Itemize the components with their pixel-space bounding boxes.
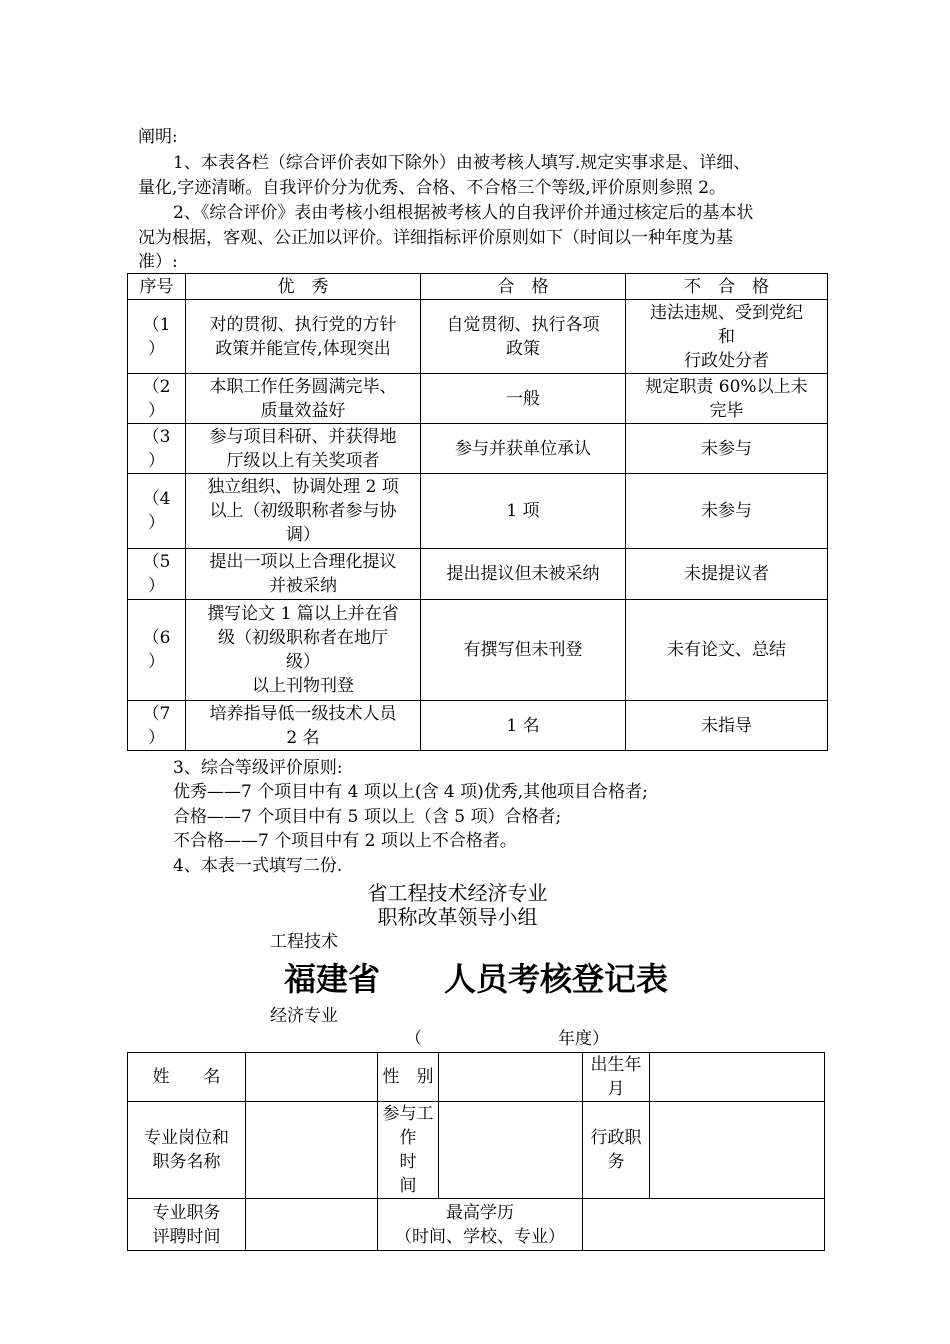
row-pass: 1 名 xyxy=(421,701,626,751)
title-province: 福建省 xyxy=(284,960,381,998)
row-pass: 有撰写但未刊登 xyxy=(421,600,626,701)
row-fail: 未参与 xyxy=(626,474,828,549)
row-pass: 1 项 xyxy=(421,474,626,549)
row-excellent: 提出一项以上合理化提议 并被采纳 xyxy=(186,549,421,600)
row-seq: （6 ） xyxy=(128,600,186,701)
row-excellent: 独立组织、协调处理 2 项 以上（初级职称者参与协 调） xyxy=(186,474,421,549)
grading-pass: 合格——7 个项目中有 5 项以上（含 5 项）合格者; xyxy=(173,807,562,827)
birth-value-field[interactable] xyxy=(650,1053,825,1102)
header-seq: 序号 xyxy=(128,274,186,300)
note-item2-line2: 况为根据，客观、公正加以评价。详细指标评价原则如下（时间以一种年度为基 xyxy=(138,228,733,248)
note-item1-line2: 量化,字迹清晰。自我评价分为优秀、合格、不合格三个等级,评价原则参照 2。 xyxy=(138,178,727,198)
admin-duty-value-field[interactable] xyxy=(650,1102,825,1199)
table-row xyxy=(128,600,828,701)
row-excellent: 撰写论文 1 篇以上并在省 级（初级职称者在地厅 级） 以上刊物刊登 xyxy=(186,600,421,701)
row-seq: （1 ） xyxy=(128,300,186,374)
year-open-paren: （ xyxy=(405,1029,422,1049)
criteria-header-row xyxy=(128,274,828,300)
row-excellent: 培养指导低一级技术人员 2 名 xyxy=(186,701,421,751)
header-excellent: 优 秀 xyxy=(186,274,421,300)
post-value-field[interactable] xyxy=(246,1102,378,1199)
post-label: 专业岗位和 职务名称 xyxy=(128,1102,246,1199)
row-excellent: 对的贯彻、执行党的方针 政策并能宣传,体现突出 xyxy=(186,300,421,374)
info-table xyxy=(127,1052,825,1251)
row-pass: 自觉贯彻、执行各项 政策 xyxy=(421,300,626,374)
row-excellent: 参与项目科研、并获得地 厅级以上有关奖项者 xyxy=(186,424,421,474)
name-label: 姓 名 xyxy=(128,1053,246,1102)
appoint-time-value-field[interactable] xyxy=(246,1199,378,1251)
appoint-time-label: 专业职务 评聘时间 xyxy=(128,1199,246,1251)
row-fail: 违法违规、受到党纪 和 行政处分者 xyxy=(626,300,828,374)
row-excellent: 本职工作任务圆满完毕、 质量效益好 xyxy=(186,374,421,424)
grading-fail: 不合格——7 个项目中有 2 项以上不合格者。 xyxy=(173,831,517,851)
work-time-label: 参与工作 时 间 xyxy=(378,1102,439,1199)
education-value-field[interactable] xyxy=(583,1199,825,1251)
title-form-name: 人员考核登记表 xyxy=(444,960,669,998)
row-seq: （5 ） xyxy=(128,549,186,600)
criteria-table xyxy=(127,273,828,751)
row-seq: （7 ） xyxy=(128,701,186,751)
row-pass: 提出提议但未被采纳 xyxy=(421,549,626,600)
info-row-post xyxy=(128,1102,825,1199)
info-row-appointment xyxy=(128,1199,825,1251)
header-fail: 不 合 格 xyxy=(626,274,828,300)
notes-heading: 阐明: xyxy=(138,127,178,147)
row-pass: 一般 xyxy=(421,374,626,424)
row-fail: 未有论文、总结 xyxy=(626,600,828,701)
row-seq: （3 ） xyxy=(128,424,186,474)
info-row-basic xyxy=(128,1053,825,1102)
table-row xyxy=(128,474,828,549)
note-item2-line3: 准）: xyxy=(138,252,178,272)
education-label: 最高学历 （时间、学校、专业） xyxy=(378,1199,583,1251)
gender-value-field[interactable] xyxy=(439,1053,583,1102)
subtitle-economics: 经济专业 xyxy=(270,1006,338,1026)
row-fail: 未指导 xyxy=(626,701,828,751)
grading-excellent: 优秀——7 个项目中有 4 项以上(含 4 项)优秀,其他项目合格者; xyxy=(173,782,648,802)
note-item1-line1: 1、本表各栏（综合评价表如下除外）由被考核人填写.规定实事求是、详细、 xyxy=(173,153,751,173)
row-fail: 规定职责 60%以上未 完毕 xyxy=(626,374,828,424)
birth-label: 出生年月 xyxy=(583,1053,650,1102)
issuer-line1: 省工程技术经济专业 xyxy=(367,881,548,905)
grading-title: 3、综合等级评价原则: xyxy=(173,758,343,778)
row-fail: 未提提议者 xyxy=(626,549,828,600)
subtitle-engineering: 工程技术 xyxy=(270,932,338,952)
table-row xyxy=(128,374,828,424)
row-seq: （2 ） xyxy=(128,374,186,424)
row-fail: 未参与 xyxy=(626,424,828,474)
table-row xyxy=(128,701,828,751)
name-value-field[interactable] xyxy=(246,1053,378,1102)
table-row xyxy=(128,549,828,600)
table-row xyxy=(128,300,828,374)
table-row xyxy=(128,424,828,474)
header-pass: 合 格 xyxy=(421,274,626,300)
note-item2-line1: 2、《综合评价》表由考核小组根据被考核人的自我评价并通过核定后的基本状 xyxy=(173,203,754,223)
issuer-line2: 职称改革领导小组 xyxy=(377,905,538,929)
grading-item4: 4、本表一式填写二份. xyxy=(173,856,343,876)
year-label: 年度） xyxy=(558,1029,609,1049)
gender-label: 性 别 xyxy=(378,1053,439,1102)
work-time-value-field[interactable] xyxy=(439,1102,583,1199)
admin-duty-label: 行政职务 xyxy=(583,1102,650,1199)
row-seq: （4 ） xyxy=(128,474,186,549)
row-pass: 参与并获单位承认 xyxy=(421,424,626,474)
